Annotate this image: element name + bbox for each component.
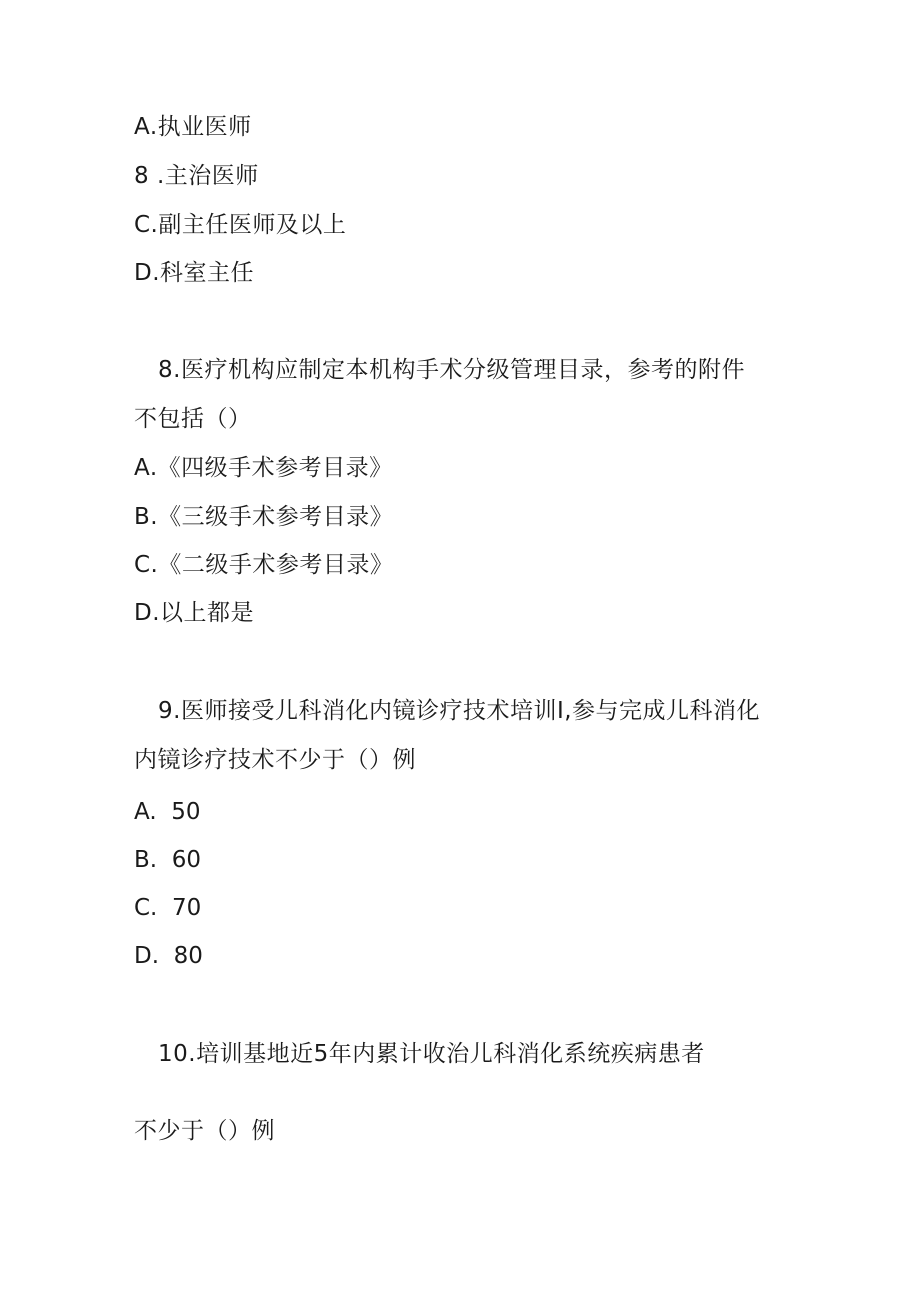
q8-option-d: D.以上都是 <box>134 600 255 626</box>
q9-stem-line2: 内镜诊疗技术不少于（）例 <box>134 747 416 773</box>
q9-option-a: A. 50 <box>134 799 201 825</box>
q7-option-a: A.执业医师 <box>134 114 252 140</box>
q7-option-d: D.科室主任 <box>134 260 255 286</box>
q9-option-c: C. 70 <box>134 895 202 921</box>
q8-option-b: B.《三级手术参考目录》 <box>134 504 394 530</box>
q7-option-b: 8 .主治医师 <box>134 163 259 189</box>
q10-stem-line1: 10.培训基地近5年内累计收治儿科消化系统疾病患者 <box>158 1041 705 1067</box>
q7-option-c: C.副主任医师及以上 <box>134 212 347 238</box>
q10-stem-line2: 不少于（）例 <box>134 1118 275 1144</box>
q8-stem-line2: 不包括（） <box>134 406 252 432</box>
q8-option-c: C.《二级手术参考目录》 <box>134 552 394 578</box>
q8-stem-line1: 8.医疗机构应制定本机构手术分级管理目录，参考的附件 <box>158 357 745 383</box>
q9-option-b: B. 60 <box>134 847 201 873</box>
q9-stem-line1: 9.医师接受儿科消化内镜诊疗技术培训I,参与完成儿科消化 <box>158 698 761 724</box>
q9-option-d: D. 80 <box>134 943 203 969</box>
q8-option-a: A.《四级手术参考目录》 <box>134 455 393 481</box>
